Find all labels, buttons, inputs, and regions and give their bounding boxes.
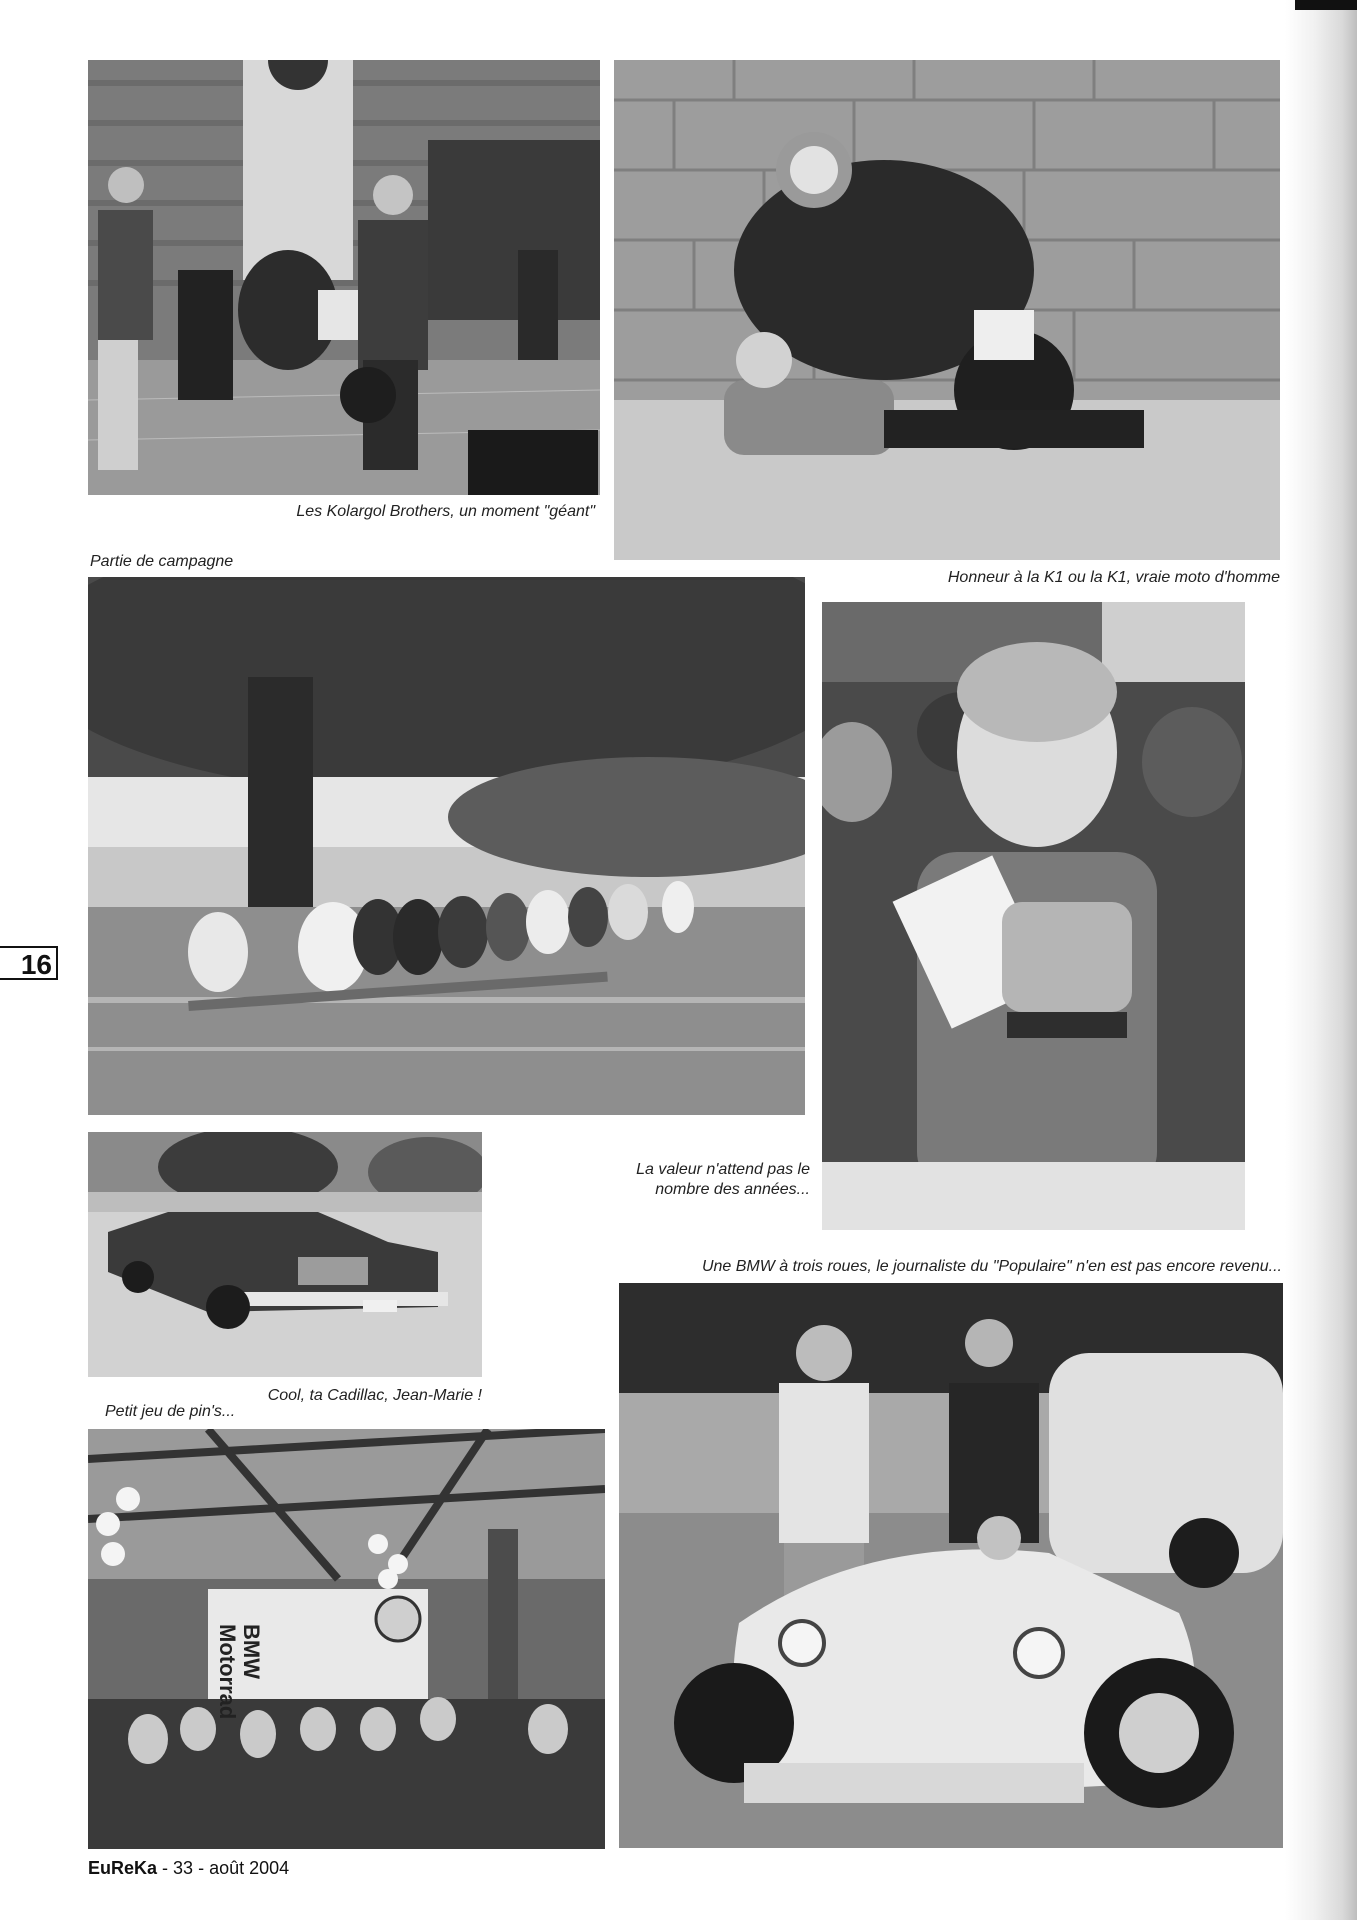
caption-three-wheel: Une BMW à trois roues, le journaliste du "Populaire" n'en est pas encore revenu... <box>701 1258 1282 1275</box>
photo-cadillac <box>88 1132 482 1377</box>
page-edge-shadow <box>1285 0 1357 1920</box>
photo-bmw-motorrad-hall <box>88 1429 605 1849</box>
caption-pins: Petit jeu de pin's... <box>105 1403 236 1420</box>
banner-text <box>215 1624 263 1719</box>
caption-boy: La valeur n'attend pas le nombre des années... <box>636 1161 810 1198</box>
photo-k1-motorcycle <box>614 60 1280 560</box>
caption-band: Les Kolargol Brothers, un moment "géant" <box>296 503 595 520</box>
caption-countryside: Partie de campagne <box>90 553 234 570</box>
caption-k1: Honneur à la K1 ou la K1, vraie moto d'homme <box>947 569 1280 586</box>
banner-line-motorrad: Motorrad <box>215 1624 240 1720</box>
photo-boy-trophy <box>822 602 1245 1230</box>
photo-three-wheel-bmw <box>619 1283 1283 1848</box>
page-edge-top <box>1295 0 1357 10</box>
footer <box>88 1858 289 1879</box>
photo-countryside-lunch <box>88 577 805 1115</box>
page-number-box: 16 <box>0 946 58 980</box>
footer-brand: EuReKa <box>88 1858 158 1878</box>
footer-date: - août 2004 <box>198 1858 290 1878</box>
banner-line-bmw: BMW <box>239 1624 264 1679</box>
caption-cadillac: Cool, ta Cadillac, Jean-Marie ! <box>267 1387 482 1404</box>
photo-band-concert <box>88 60 600 495</box>
footer-issue: - 33 <box>162 1858 194 1878</box>
